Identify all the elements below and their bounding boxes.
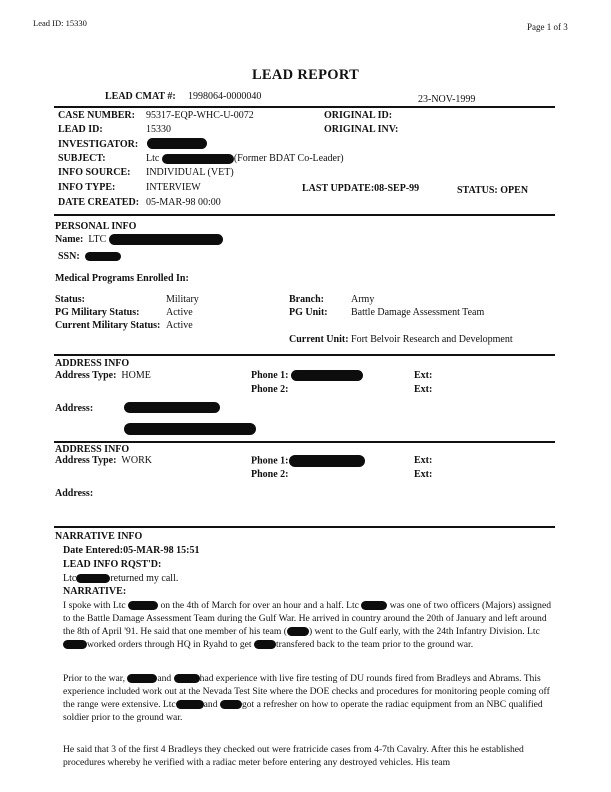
lead-cmat-value: 1998064-0000040 (188, 91, 262, 102)
redaction (287, 627, 309, 636)
name-field: Name: LTC (55, 234, 223, 245)
personal-rule (54, 354, 555, 356)
case-number-label: CASE NUMBER: (58, 110, 135, 121)
investigator-label: INVESTIGATOR: (58, 139, 139, 150)
redaction (254, 640, 276, 649)
subject-redaction (162, 154, 234, 164)
redaction (127, 674, 157, 683)
original-id-label: ORIGINAL ID: (324, 110, 393, 121)
current-military-value: Active (166, 320, 193, 331)
name-redaction (109, 234, 223, 245)
medical-programs-label: Medical Programs Enrolled In: (55, 273, 189, 284)
header-rule (54, 106, 555, 108)
redaction (174, 674, 200, 683)
status-value: Military (166, 294, 199, 305)
case-number-value: 95317-EQP-WHC-U-0072 (146, 110, 254, 121)
address-work-type: Address Type: WORK (55, 455, 152, 466)
work-phone1-redaction (289, 455, 365, 467)
pg-unit-label: PG Unit: (289, 307, 328, 318)
address-home-type: Address Type: HOME (55, 370, 151, 381)
narrative-paragraph-1: I spoke with Ltc on the 4th of March for over an hour and a half. Ltc was one of two officers (Majors) assigned to the Battle Damage Assessment Team during the Gulf War. He arrived in country around the 20th of January and left around the 8th of April '91. He said that one member of his team ( ) went to the Gulf early, with the 24th Infantry Division. Ltc worked orders through HQ in Ryahd to get transfered back to the team prior to the ground war. (63, 600, 551, 650)
case-rule (54, 214, 555, 216)
narrative-paragraph-3: He said that 3 of the first 4 Bradleys they checked out were fratricide cases from 4-7th Cavalry. After this he established procedures whereby he verified with a radiac meter before entering any destroyed vehicles. His team (63, 744, 524, 768)
date-entered: Date Entered:05-MAR-98 15:51 (63, 545, 200, 556)
current-military-label: Current Military Status: (55, 320, 161, 331)
redaction (220, 700, 242, 709)
original-inv-label: ORIGINAL INV: (324, 124, 399, 135)
redaction (361, 601, 387, 610)
home-phone2: Phone 2: (251, 384, 289, 395)
info-type-label: INFO TYPE: (58, 182, 116, 193)
page-number: Page 1 of 3 (527, 22, 568, 32)
work-phone1: Phone 1: (251, 455, 365, 467)
lead-id-value: 15330 (146, 124, 171, 135)
home-address-label: Address: (55, 403, 94, 414)
pg-unit-value: Battle Damage Assessment Team (351, 307, 485, 318)
info-source-label: INFO SOURCE: (58, 167, 131, 178)
narrative-label: NARRATIVE: (63, 586, 127, 597)
investigator-redaction (147, 138, 207, 149)
info-source-value: INDIVIDUAL (VET) (146, 167, 234, 178)
page-lead-id: Lead ID: 15330 (33, 18, 87, 28)
last-update: LAST UPDATE:08-SEP-99 (302, 183, 420, 194)
work-ext2: Ext: (414, 469, 433, 480)
branch-value: Army (351, 294, 375, 305)
narrative-paragraph-2: Prior to the war, and had experience with live fire testing of DU rounds fired from Bradleys and Abrams. This experience included work out at the Nevada Test Site where the DOE checks and procedures for monitoring people coming off the range were extensive. Ltc and got a refresher on how to operate the radiac equipment from an NBC qualified soldier prior to the ground war. (63, 673, 550, 723)
home-address-redaction-2 (124, 423, 256, 435)
home-ext1: Ext: (414, 370, 433, 381)
info-type-value: INTERVIEW (146, 182, 201, 193)
report-date: 23-NOV-1999 (418, 94, 476, 105)
date-created-label: DATE CREATED: (58, 197, 140, 208)
home-rule (54, 441, 555, 443)
home-address-redaction-1 (124, 402, 220, 413)
home-phone1: Phone 1: (251, 370, 363, 381)
pg-military-value: Active (166, 307, 193, 318)
report-title: LEAD REPORT (251, 67, 360, 83)
work-rule (54, 526, 555, 528)
lead-cmat-label: LEAD CMAT #: (105, 91, 176, 102)
subject-label: SUBJECT: (58, 153, 106, 164)
work-address-label: Address: (55, 488, 94, 499)
home-ext2: Ext: (414, 384, 433, 395)
current-unit: Current Unit: Fort Belvoir Research and Development (289, 334, 513, 345)
status-badge: STATUS: OPEN (457, 185, 529, 196)
ssn-redaction (85, 252, 121, 261)
returned-call-line: Ltc returned my call. (63, 573, 179, 584)
returned-redaction (76, 574, 110, 583)
subject-value: Ltc (Former BDAT Co-Leader) (146, 153, 344, 164)
status-label: Status: (55, 294, 86, 305)
ssn-field: SSN: (58, 251, 121, 262)
address-home-heading: ADDRESS INFO (55, 358, 130, 369)
lead-info-rqstd-label: LEAD INFO RQST'D: (63, 559, 162, 570)
redaction (63, 640, 87, 649)
narrative-heading: NARRATIVE INFO (55, 531, 143, 542)
redaction (176, 700, 204, 709)
date-created-value: 05-MAR-98 00:00 (146, 197, 221, 208)
redaction (128, 601, 158, 610)
pg-military-label: PG Military Status: (55, 307, 140, 318)
home-phone1-redaction (291, 370, 363, 381)
work-phone2: Phone 2: (251, 469, 289, 480)
work-ext1: Ext: (414, 455, 433, 466)
branch-label: Branch: (289, 294, 324, 305)
address-work-heading: ADDRESS INFO (55, 444, 130, 455)
personal-info-heading: PERSONAL INFO (55, 221, 137, 232)
lead-id-label: LEAD ID: (58, 124, 103, 135)
